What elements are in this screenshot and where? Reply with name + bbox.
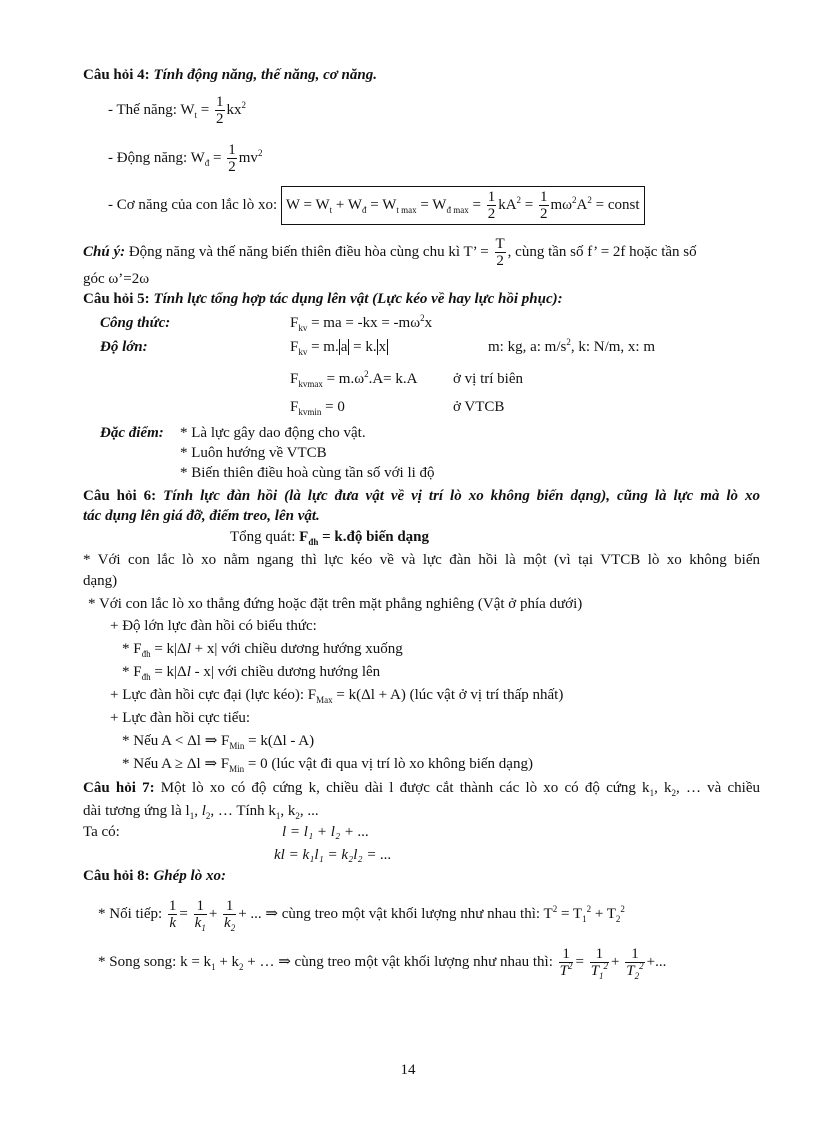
q6-heading-line-2: tác dụng lên giá đỡ, điểm treo, lên vật. bbox=[83, 508, 320, 524]
q5-formula: $F_{kv}$ = ma = $-kx = -m\omega^2x$ bbox=[290, 313, 433, 333]
fraction: $\frac{1}{2}$ bbox=[228, 142, 236, 175]
q7-text-line-2: dài tương ứng là $l_1$, $l_2$, … Tính $k_1$, $k_2$, ... bbox=[83, 803, 319, 821]
q6-max-force: + Lực đàn hồi cực đại (lực kéo): $F_{Max} = k(\Delta l + A)$ (lúc vật ở vị trí thấp nhất) bbox=[110, 687, 564, 705]
fraction: $\frac{1}{2}$ bbox=[216, 94, 224, 127]
q5-magnitude-label: Độ lớn: bbox=[100, 339, 148, 355]
q8-heading: Câu hỏi 8: Ghép lò xo: bbox=[83, 868, 226, 884]
q4-heading: Câu hỏi 4: Tính động năng, thế năng, cơ năng. bbox=[83, 67, 377, 83]
q8-parallel: * Song song: $k = k_1 + k_2$ + … ⇒ cùng treo một vật khối lượng như nhau thì: $\frac{1}{T^2}$ = $\frac{1}{T_1^2}$ + $\frac{1}{T_2^2}$ +... bbox=[98, 946, 667, 981]
q5-min-force: $F_{kvmin} = 0$ bbox=[290, 399, 345, 417]
q4-mechanical-energy: - Cơ năng của con lắc lò xo: $W = W_t + W_đ = W_{t max} = W_{đ max}$ = $\frac{1}{2}$ $kA^2$ = $\frac{1}{2}$ $m\omega^2A^2$ = const bbox=[108, 186, 645, 225]
q7-we-have: Ta có: bbox=[83, 824, 120, 840]
q5-feature-item: * Là lực gây dao động cho vật. bbox=[180, 425, 366, 441]
q6-fdh-downward: * $F_{đh} = k|\Delta l + x|$ với chiều dương hướng xuống bbox=[122, 641, 403, 659]
page-number: 14 bbox=[400, 1062, 416, 1078]
q5-units: m: kg, a: $m/s^2$, k: N/m, x: m bbox=[488, 337, 656, 355]
q5-min-position: ở VTCB bbox=[453, 399, 505, 415]
q5-heading: Câu hỏi 5: Tính lực tổng hợp tác dụng lên vật (Lực kéo về hay lực hồi phục): bbox=[83, 291, 563, 307]
q5-max-force: $F_{kvmax} = m.\omega^2.A= k.A$ bbox=[290, 369, 418, 389]
q4-potential-energy: - Thế năng: $W_t$ = $\frac{1}{2}$ $kx^2$ bbox=[108, 94, 246, 127]
q7-text: Câu hỏi 7: Một lò xo có độ cứng k, chiều dài l được cắt thành các lò xo có độ cứng $k_1$, $k_2$, … và chiều bbox=[83, 780, 761, 798]
q7-equation-1: l = l₁ + l₂ + ... bbox=[282, 824, 370, 840]
q4-note-line-2: góc ω’=2ω bbox=[83, 271, 150, 287]
q6-fdh-upward: * $F_{đh} = k|\Delta l - x|$ với chiều dương hướng lên bbox=[122, 664, 381, 682]
q5-formula-label: Công thức: bbox=[100, 315, 171, 331]
q5-magnitude-formula: $F_{kv} = m$. a = k. x bbox=[290, 339, 387, 357]
q6-min-case-2: * Nếu A ≥ Δl ⇒ $F_{Min} = 0$ (lúc vật đi qua vị trí lò xo không biến dạng) bbox=[122, 756, 533, 774]
q6-horizontal-note: * Với con lắc lò xo nằm ngang thì lực kéo về và lực đàn hồi là một (vì tại VTCB lò xo không biến bbox=[83, 552, 760, 568]
q5-feature-item: * Luôn hướng về VTCB bbox=[180, 445, 327, 461]
q6-min-intro: + Lực đàn hồi cực tiểu: bbox=[110, 710, 251, 726]
q6-heading: Câu hỏi 6: Tính lực đàn hồi (là lực đưa vật về vị trí lò xo không biến dạng), cũng là lực mà lò xo bbox=[83, 488, 761, 504]
mechanical-energy-formula-box: $W = W_t + W_đ = W_{t max} = W_{đ max}$ = $\frac{1}{2}$ $kA^2$ = $\frac{1}{2}$ $m\omega^2A^2$ = const bbox=[281, 186, 645, 225]
q6-horizontal-note-line-2: dạng) bbox=[83, 573, 118, 589]
q5-max-position: ở vị trí biên bbox=[453, 371, 524, 387]
q8-series: * Nối tiếp: $\frac{1}{k}$ = $\frac{1}{k_1}$ + $\frac{1}{k_2}$ + ... ⇒ cùng treo một vật khối lượng như nhau thì: $T^2 = T_1^2 + T_2^2$ bbox=[98, 898, 625, 933]
q5-feature-item: * Biến thiên điều hoà cùng tần số với li độ bbox=[180, 465, 435, 481]
q6-vertical-note: * Với con lắc lò xo thẳng đứng hoặc đặt trên mặt phẳng nghiêng (Vật ở phía dưới) bbox=[88, 596, 583, 612]
q4-note: Chú ý: Động năng và thế năng biến thiên điều hòa cùng chu kì T’ = $\frac{T}{2}$ , cùng tần số f’ = 2f hoặc tần số bbox=[83, 236, 697, 269]
q6-general-formula: Tổng quát: $F_{đh}$ = k.độ biến dạng bbox=[230, 529, 430, 547]
q6-magnitude-intro: + Độ lớn lực đàn hồi có biểu thức: bbox=[110, 618, 317, 634]
q4-kinetic-energy: - Động năng: $W_đ$ = $\frac{1}{2}$ $mv^2$ bbox=[108, 142, 263, 175]
q7-equation-2: kl = k₁l₁ = k₂l₂ = ... bbox=[274, 847, 392, 863]
q5-features-label: Đặc điểm: bbox=[100, 425, 164, 441]
q6-min-case-1: * Nếu A < Δl ⇒ $F_{Min} = k(\Delta l - A)$ bbox=[122, 733, 315, 751]
